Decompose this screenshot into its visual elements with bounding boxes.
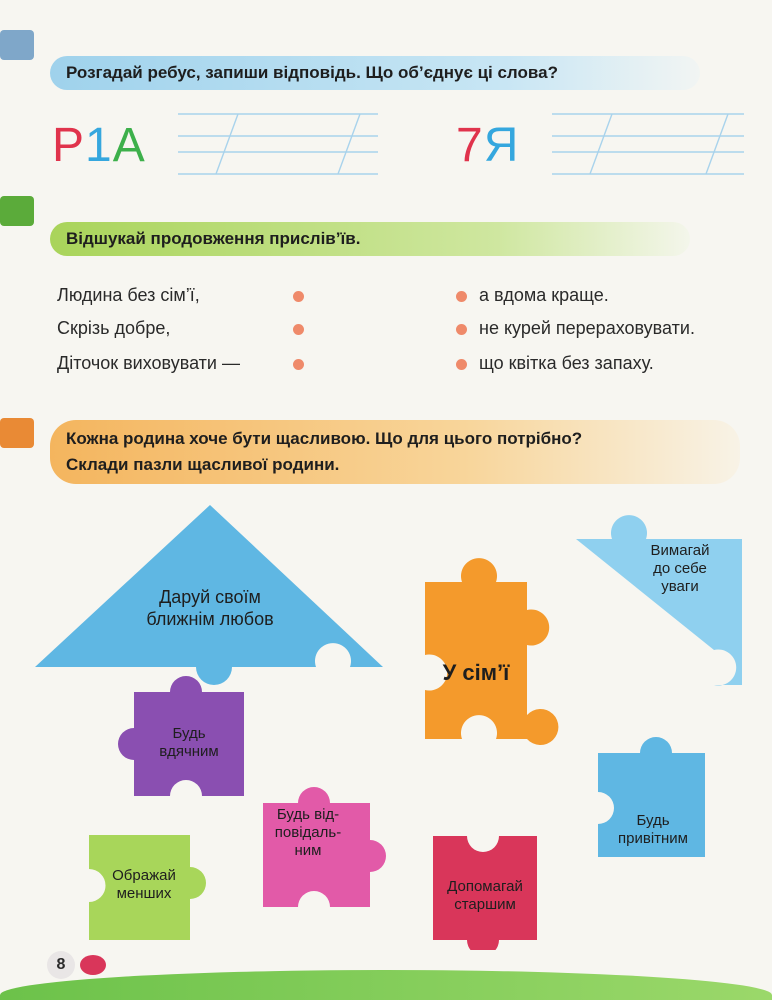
right-triangle-line1: Вимагай xyxy=(650,542,710,559)
match-dot-left-3[interactable] xyxy=(293,359,304,370)
red-piece-text xyxy=(433,878,537,914)
puzzle-piece-right-triangle[interactable] xyxy=(576,515,742,685)
match-dot-right-3[interactable] xyxy=(456,359,467,370)
rebus-1-letter-a: А xyxy=(112,119,146,172)
right-triangle-line2: до себе xyxy=(653,560,707,577)
right-triangle-line3: уваги xyxy=(661,578,699,595)
magenta-piece-text xyxy=(258,806,358,860)
puzzle-piece-orange[interactable] xyxy=(425,558,558,745)
task2-instruction: Відшукай продовження прислів’їв. xyxy=(50,222,690,256)
proverb-start-3: Діточок виховувати — xyxy=(57,353,240,373)
panda-mascot-icon xyxy=(0,196,34,226)
purple-line2: вдячним xyxy=(159,743,219,760)
orange-piece-text: У сім’ї xyxy=(442,660,510,685)
proverb-start-1: Людина без сім’ї, xyxy=(57,285,200,305)
green-piece-text xyxy=(94,867,194,903)
proverb-end-2: не курей перераховувати. xyxy=(479,318,695,338)
task3-instruction-line1: Кожна родина хоче бути щасливою. Що для цього потрібно? xyxy=(66,429,583,448)
proverb-end-3: що квітка без запаху. xyxy=(479,353,654,373)
page-number: 8 xyxy=(47,951,75,979)
triangle-line1: Даруй своїм xyxy=(159,587,261,607)
answer-lines-2[interactable] xyxy=(552,112,744,176)
match-dot-right-2[interactable] xyxy=(456,324,467,335)
magenta-line3: ним xyxy=(294,842,322,859)
rebus-1 xyxy=(52,118,146,173)
match-dot-left-1[interactable] xyxy=(293,291,304,302)
red-line1: Допомагай xyxy=(447,878,523,895)
blue-small-piece-text xyxy=(598,812,708,848)
blue-small-line2: привітним xyxy=(618,830,688,847)
rebus-1-letter-r: Р xyxy=(52,119,86,172)
proverb-end-1: а вдома краще. xyxy=(479,285,609,305)
blue-small-line1: Будь xyxy=(636,812,670,829)
green-line2: менших xyxy=(116,885,172,902)
task3-instruction xyxy=(50,420,740,484)
match-dot-left-2[interactable] xyxy=(293,324,304,335)
magenta-line2: повідаль- xyxy=(274,824,342,841)
right-triangle-piece-text xyxy=(630,542,730,596)
match-dot-right-1[interactable] xyxy=(456,291,467,302)
task1-instruction: Розгадай ребус, запиши відповідь. Що об’єднує ці слова? xyxy=(50,56,700,90)
rebus-1-digit: 1 xyxy=(85,119,113,172)
footer-green-wave xyxy=(0,970,772,1000)
fox-mascot-icon xyxy=(0,418,34,448)
magenta-line1: Будь від- xyxy=(276,806,340,823)
rebus-2-letter: Я xyxy=(483,119,520,172)
proverb-start-2: Скрізь добре, xyxy=(57,318,171,338)
green-line1: Ображай xyxy=(112,867,176,884)
red-line2: старшим xyxy=(454,896,516,913)
purple-line1: Будь xyxy=(172,725,206,742)
answer-lines-1[interactable] xyxy=(178,112,378,176)
triangle-line2: ближнім любов xyxy=(146,609,274,629)
rebus-2-digit: 7 xyxy=(456,119,484,172)
hippo-mascot-icon xyxy=(0,30,34,60)
purple-piece-text xyxy=(134,725,244,761)
sheep-mascot-icon xyxy=(80,955,106,975)
rebus-2 xyxy=(456,118,519,173)
triangle-piece-text xyxy=(110,586,310,630)
task3-instruction-line2: Склади пазли щасливої родини. xyxy=(66,455,340,474)
